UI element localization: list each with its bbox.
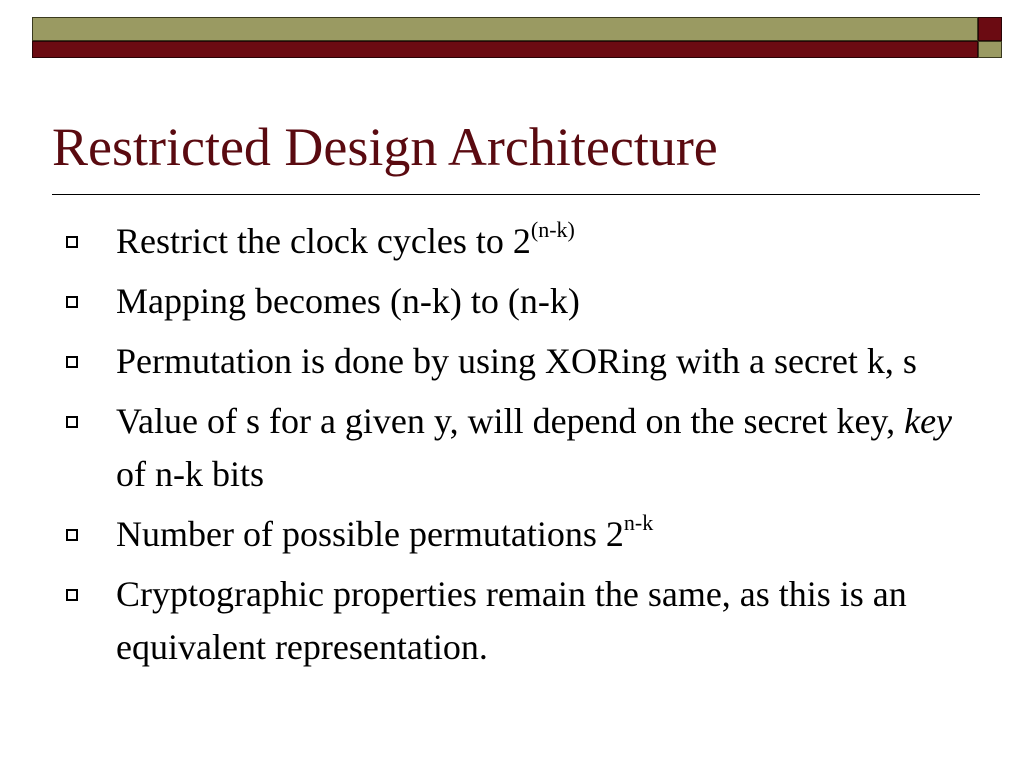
list-item <box>60 275 980 328</box>
header-bar-maroon <box>32 41 978 58</box>
list-item <box>60 215 980 268</box>
list-item <box>60 335 980 388</box>
list-item <box>60 508 980 561</box>
square-bullet-icon <box>66 416 78 428</box>
list-item <box>60 568 980 674</box>
square-bullet-icon <box>66 589 78 601</box>
title-divider <box>52 194 980 195</box>
bullet-text: Number of possible permutations 2 <box>116 514 624 554</box>
bullet-text: Value of s for a given y, will depend on the secret key, <box>116 401 905 441</box>
bullet-list <box>60 215 980 681</box>
slide-title: Restricted Design Architecture <box>52 117 718 177</box>
bullet-text: Restrict the clock cycles to 2 <box>116 221 531 261</box>
square-bullet-icon <box>66 356 78 368</box>
bullet-emphasis: key <box>904 401 953 441</box>
square-bullet-icon <box>66 529 78 541</box>
bullet-text: Permutation is done by using XORing with a secret k, s <box>116 341 917 381</box>
list-item <box>60 395 980 501</box>
bullet-text: Mapping becomes (n-k) to (n-k) <box>116 281 580 321</box>
header-bar-olive <box>32 17 978 41</box>
bullet-superscript: (n-k) <box>530 217 575 242</box>
bullet-superscript: n-k <box>623 510 654 535</box>
square-bullet-icon <box>66 236 78 248</box>
bullet-text-continued: of n-k bits <box>116 454 264 494</box>
bullet-text: Cryptographic properties remain the same, as this is an equivalent representation. <box>116 574 907 667</box>
square-bullet-icon <box>66 296 78 308</box>
header-square-olive <box>978 41 1002 58</box>
header-square-maroon <box>978 17 1002 41</box>
